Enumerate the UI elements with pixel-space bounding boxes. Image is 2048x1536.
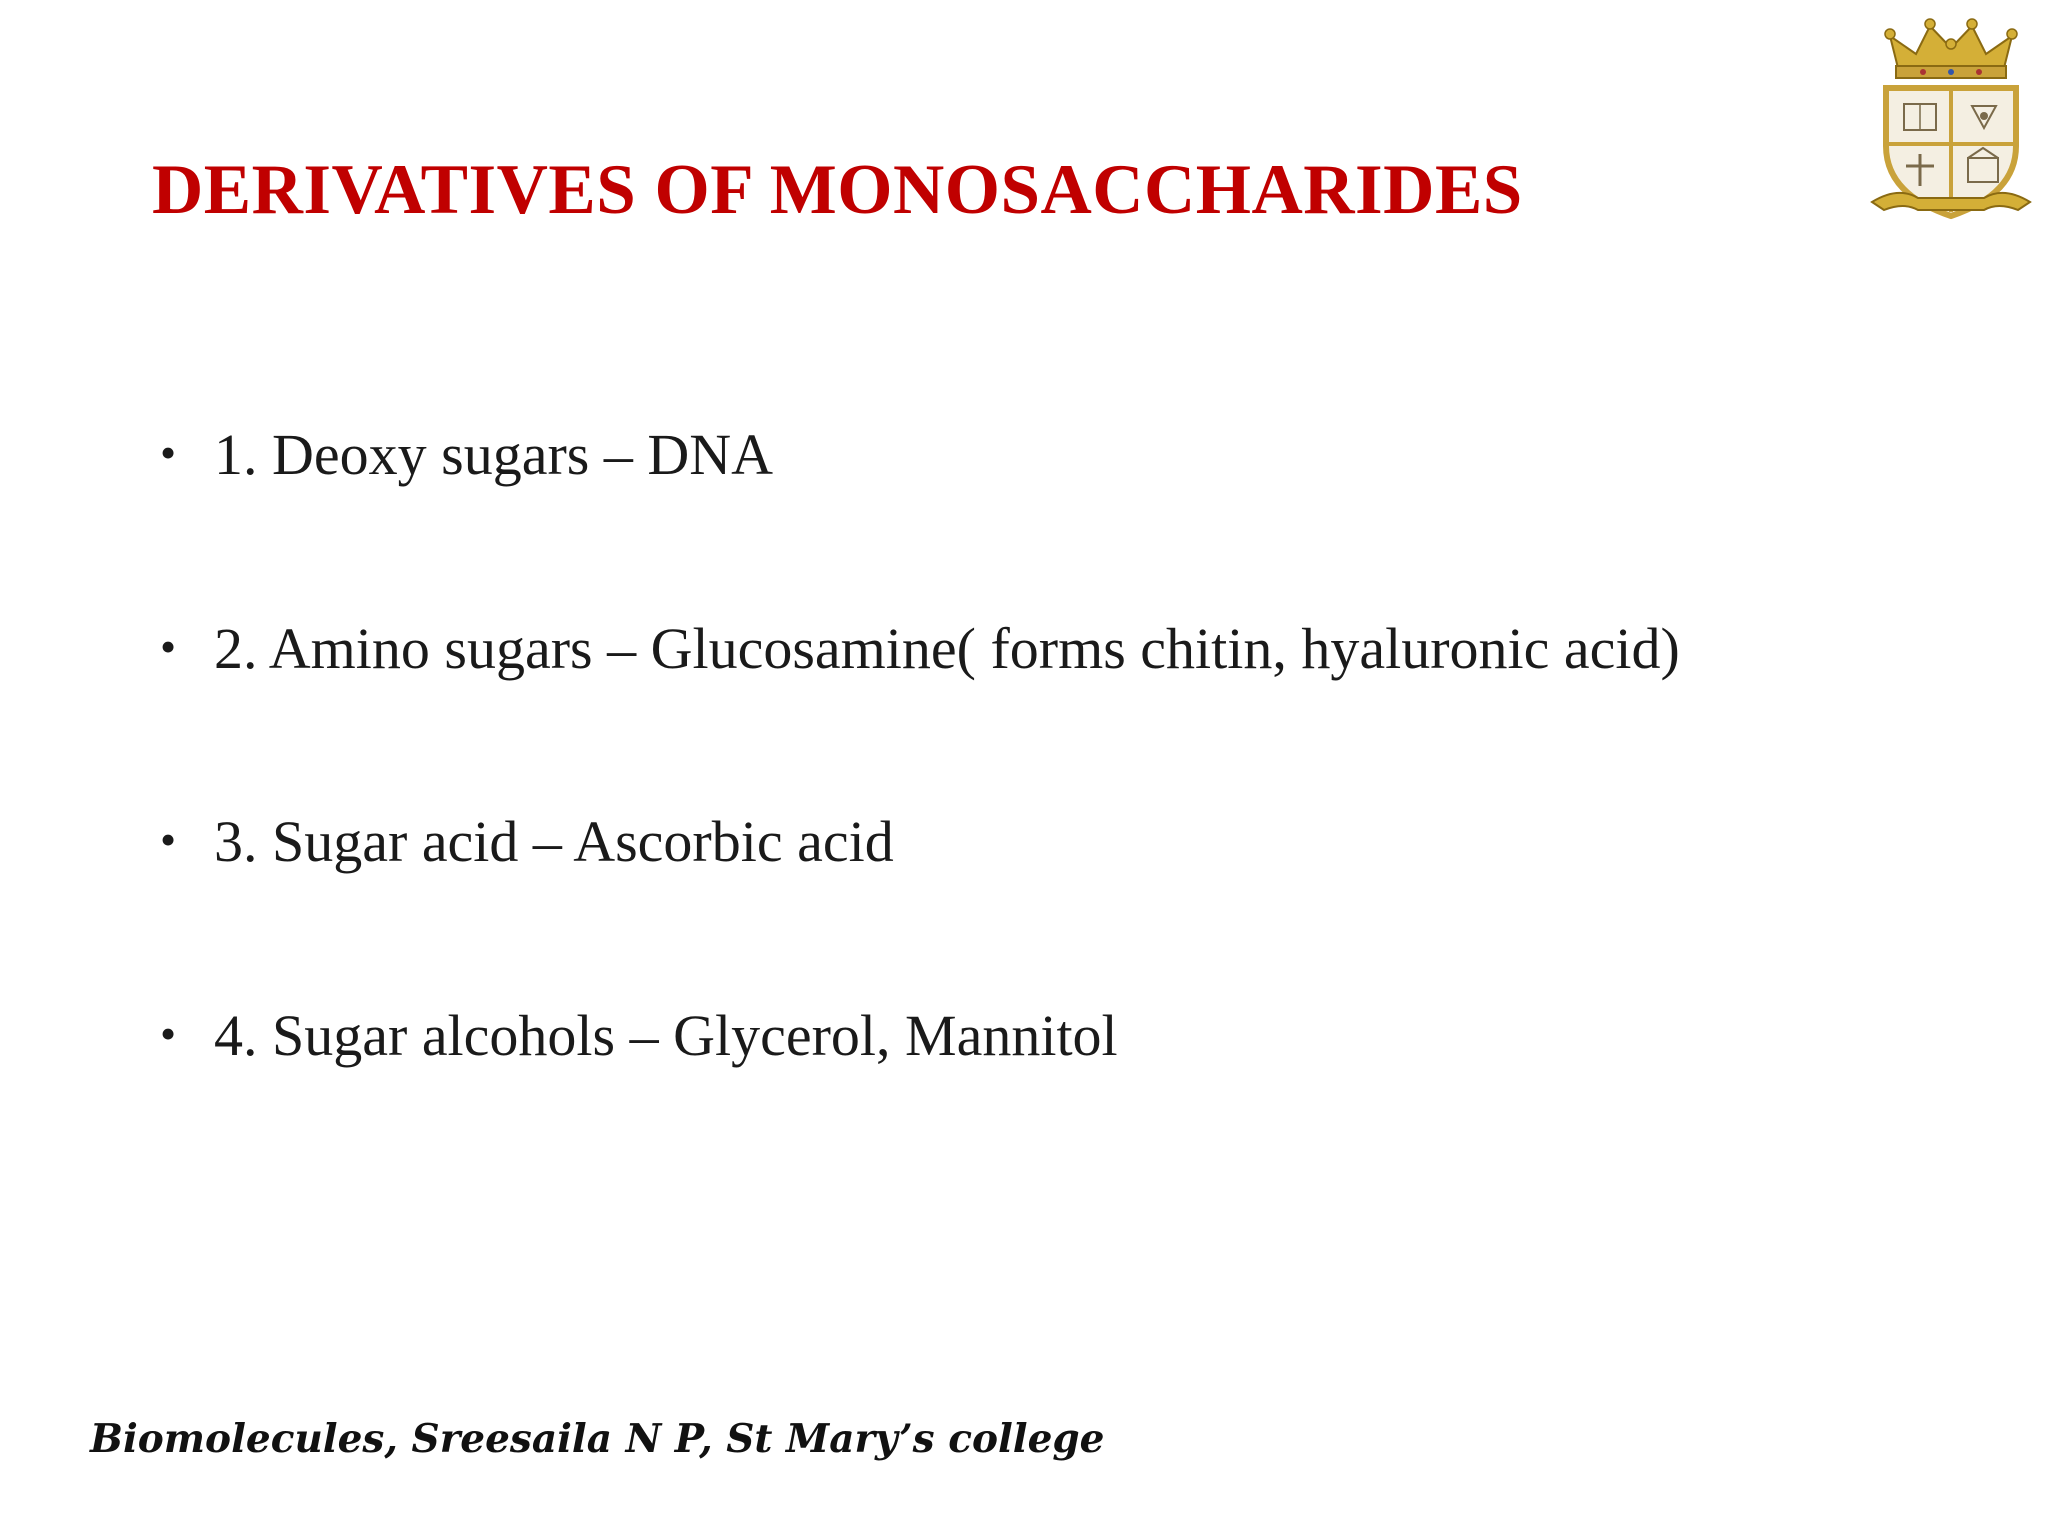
bullet-marker: • — [160, 427, 177, 478]
crown-icon — [1885, 19, 2017, 78]
bullet-marker: • — [160, 1008, 177, 1059]
list-item — [160, 422, 773, 487]
bullet-text: 2. Amino sugars – Glucosamine( forms chitin, hyaluronic acid) — [214, 616, 1680, 681]
slide-footer: Biomolecules, Sreesaila N P, St Mary’s college — [90, 1416, 1105, 1462]
bullet-marker: • — [160, 814, 177, 865]
slide-title: DERIVATIVES OF MONOSACCHARIDES — [152, 151, 1523, 229]
college-crest-icon — [1868, 16, 2034, 222]
bullet-text: 4. Sugar alcohols – Glycerol, Mannitol — [214, 1003, 1118, 1068]
bullet-text: 1. Deoxy sugars – DNA — [214, 422, 773, 487]
list-item — [160, 616, 1680, 681]
list-item — [160, 809, 894, 874]
list-item — [160, 1003, 1118, 1068]
bullet-text: 3. Sugar acid – Ascorbic acid — [214, 809, 894, 874]
bullet-marker: • — [160, 621, 177, 672]
